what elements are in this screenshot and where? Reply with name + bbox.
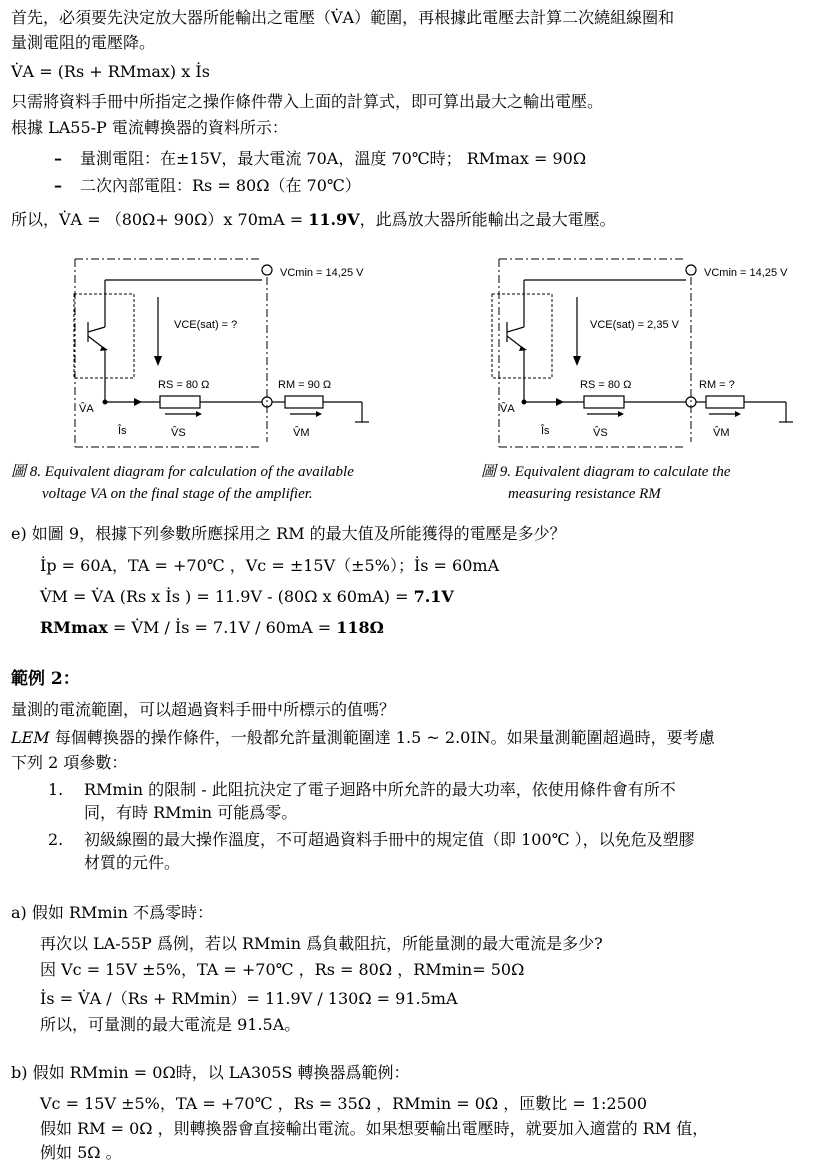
section-a-title: a) 假如 RMmin 不爲零時： (11, 903, 214, 922)
fig9-label-vce: VCE(sat) = 2,35 V (590, 319, 679, 331)
bullet-dash-2: – (54, 176, 62, 195)
fig9-current-arrowhead (556, 398, 564, 406)
rm-value: 118Ω (336, 618, 384, 637)
fig9-rs-resistor (584, 396, 624, 408)
section-e-params: İp = 60A，TA = +70℃ ，Vc = ±15V（±5%）；İs = 60mA (40, 556, 500, 575)
bullet-1: 量測電阻：在±15V，最大電流 70A，溫度 70℃時； RMmax = 90Ω (80, 149, 587, 168)
fig8-caption-1: 圖 8. Equivalent diagram for calculation of the available (11, 464, 354, 480)
result-value: 11.9V (308, 210, 360, 229)
example2-para-1 (11, 728, 715, 748)
section-e-vm (40, 587, 454, 607)
fig9-label-vm: V̂M (713, 427, 730, 439)
fig9-caption-1: 圖 9. Equivalent diagram to calculate the (481, 464, 731, 480)
fig8-label-vcmin: VCmin = 14,25 V (280, 267, 364, 279)
fig9-label-vcmin: VCmin = 14,25 V (704, 267, 788, 279)
fig9-base-lead (507, 327, 524, 332)
fig8-current-arrowhead (134, 398, 142, 406)
section-a-line-3: İs = V̇A /（Rs + RMmin）= 11.9V / 130Ω = 91.5mA (40, 989, 458, 1008)
vm-value: 7.1V (413, 587, 454, 606)
section-b-title: b) 假如 RMmin = 0Ω時，以 LA305S 轉換器爲範例： (11, 1063, 410, 1082)
fig8-label-is: Îs (118, 425, 127, 437)
result-suffix: ，此爲放大器所能輸出之最大電壓。 (359, 210, 616, 229)
fig9-vs-arrowhead (618, 411, 624, 417)
fig8-node (103, 400, 108, 405)
fig8-vs-arrowhead (196, 411, 202, 417)
fig9-rm-resistor (706, 396, 744, 408)
bullet-dash-1: – (54, 149, 62, 168)
list-number-1: 1. (48, 780, 64, 799)
fig9-vc-terminal (686, 265, 696, 275)
fig8-label-va: V̂A (79, 403, 94, 415)
section-b-line-1: Vc = 15V ±5%，TA = +70℃ ，Rs = 35Ω ，RMmin = 0Ω ，匝數比 = 1:2500 (40, 1094, 648, 1113)
fig8-base-lead (88, 327, 105, 332)
figure-9-diagram (484, 252, 804, 452)
fig9-amp-box (492, 294, 552, 378)
fig8-rs-resistor (160, 396, 200, 408)
section-e-rm (40, 618, 384, 638)
fig8-label-vce: VCE(sat) = ? (174, 319, 238, 331)
list-item-1-line-2: 同，有時 RMmin 可能爲零。 (84, 803, 298, 822)
intro-line-4: 根據 LA55-P 電流轉換器的資料所示： (11, 118, 288, 137)
result-prefix: 所以，V̇A = （80Ω+ 90Ω）x 70mA = (11, 210, 309, 229)
intro-result (11, 210, 616, 230)
list-number-2: 2. (48, 830, 64, 849)
section-b-line-3: 例如 5Ω 。 (40, 1143, 122, 1162)
fig8-vm-arrowhead (316, 411, 322, 417)
intro-line-1: 首先，必須要先決定放大器所能輸出之電壓（V̇A）範圍，再根據此電壓去計算二次繞組線圈和 (11, 8, 675, 27)
intro-formula: V̇A = (Rs + RMmax) x İs (11, 62, 210, 81)
bullet-2: 二次內部電阻：Rs = 80Ω（在 70℃） (80, 176, 361, 195)
fig9-label-is: Îs (541, 425, 550, 437)
rm-label: RMmax (40, 618, 108, 637)
fig8-amp-box (74, 294, 134, 378)
intro-line-2: 量測電阻的電壓降。 (11, 33, 156, 52)
intro-line-3: 只需將資料手冊中所指定之操作條件帶入上面的計算式，即可算出最大之輸出電壓。 (11, 92, 604, 111)
fig8-label-rs: RS = 80 Ω (158, 379, 210, 391)
rm-mid: = V̇M / İs = 7.1V / 60mA = (107, 618, 337, 637)
section-e-question: e) 如圖 9，根據下列參數所應採用之 RM 的最大值及所能獲得的電壓是多少？ (11, 524, 566, 543)
section-a-line-2: 因 Vc = 15V ±5%，TA = +70℃ ，Rs = 80Ω ，RMmin= 50Ω (40, 960, 525, 979)
example2-title: 範例 2： (11, 669, 80, 689)
fig9-vm-arrowhead (735, 411, 741, 417)
fig8-vc-terminal (262, 265, 272, 275)
fig8-label-vs: V̂S (171, 427, 186, 439)
example2-question: 量測的電流範圍，可以超過資料手冊中所標示的值嗎？ (11, 700, 396, 719)
list-item-2-line-2: 材質的元件。 (84, 853, 181, 872)
lem-brand: LEM (11, 728, 50, 747)
section-b-line-2: 假如 RM = 0Ω ，則轉換器會直接輸出電流。如果想要輸出電壓時，就要加入適當的 RM 值， (40, 1119, 709, 1138)
vm-prefix: V̇M = V̇A (Rs x İs ) = 11.9V - (80Ω x 60mA) = (40, 587, 414, 606)
section-a-line-1: 再次以 LA-55P 爲例，若以 RMmin 爲負載阻抗，所能量測的最大電流是多少? (40, 934, 603, 953)
fig8-rm-resistor (285, 396, 323, 408)
fig8-caption-2: voltage VA on the final stage of the amplifier. (42, 486, 313, 502)
fig8-vce-arrowhead (154, 356, 162, 366)
fig9-node (522, 400, 527, 405)
list-item-2-line-1: 初級線圈的最大操作溫度，不可超過資料手冊中的規定值（即 100℃ ），以免危及塑膠 (84, 830, 695, 849)
fig8-label-vm: V̂M (293, 427, 310, 439)
fig9-vce-arrowhead (573, 356, 581, 366)
list-item-1-line-1: RMmin 的限制 - 此阻抗決定了電子迴路中所允許的最大功率，依使用條件會有所不 (84, 780, 676, 799)
fig8-label-rm: RM = 90 Ω (278, 379, 332, 391)
para-1-text: 每個轉換器的操作條件，一般都允許量測範圍達 1.5 ~ 2.0IN。如果量測範圍超過時，要考慮 (49, 728, 715, 747)
fig9-label-rs: RS = 80 Ω (580, 379, 632, 391)
figure-8-diagram (60, 252, 380, 452)
fig9-label-vs: V̂S (593, 427, 608, 439)
fig9-label-rm: RM = ? (699, 379, 735, 391)
fig9-caption-2: measuring resistance RM (508, 486, 661, 502)
example2-para-2: 下列 2 項參數： (11, 753, 128, 772)
fig9-label-va: V̂A (500, 403, 515, 415)
section-a-line-4: 所以，可量測的最大電流是 91.5A。 (40, 1015, 301, 1034)
